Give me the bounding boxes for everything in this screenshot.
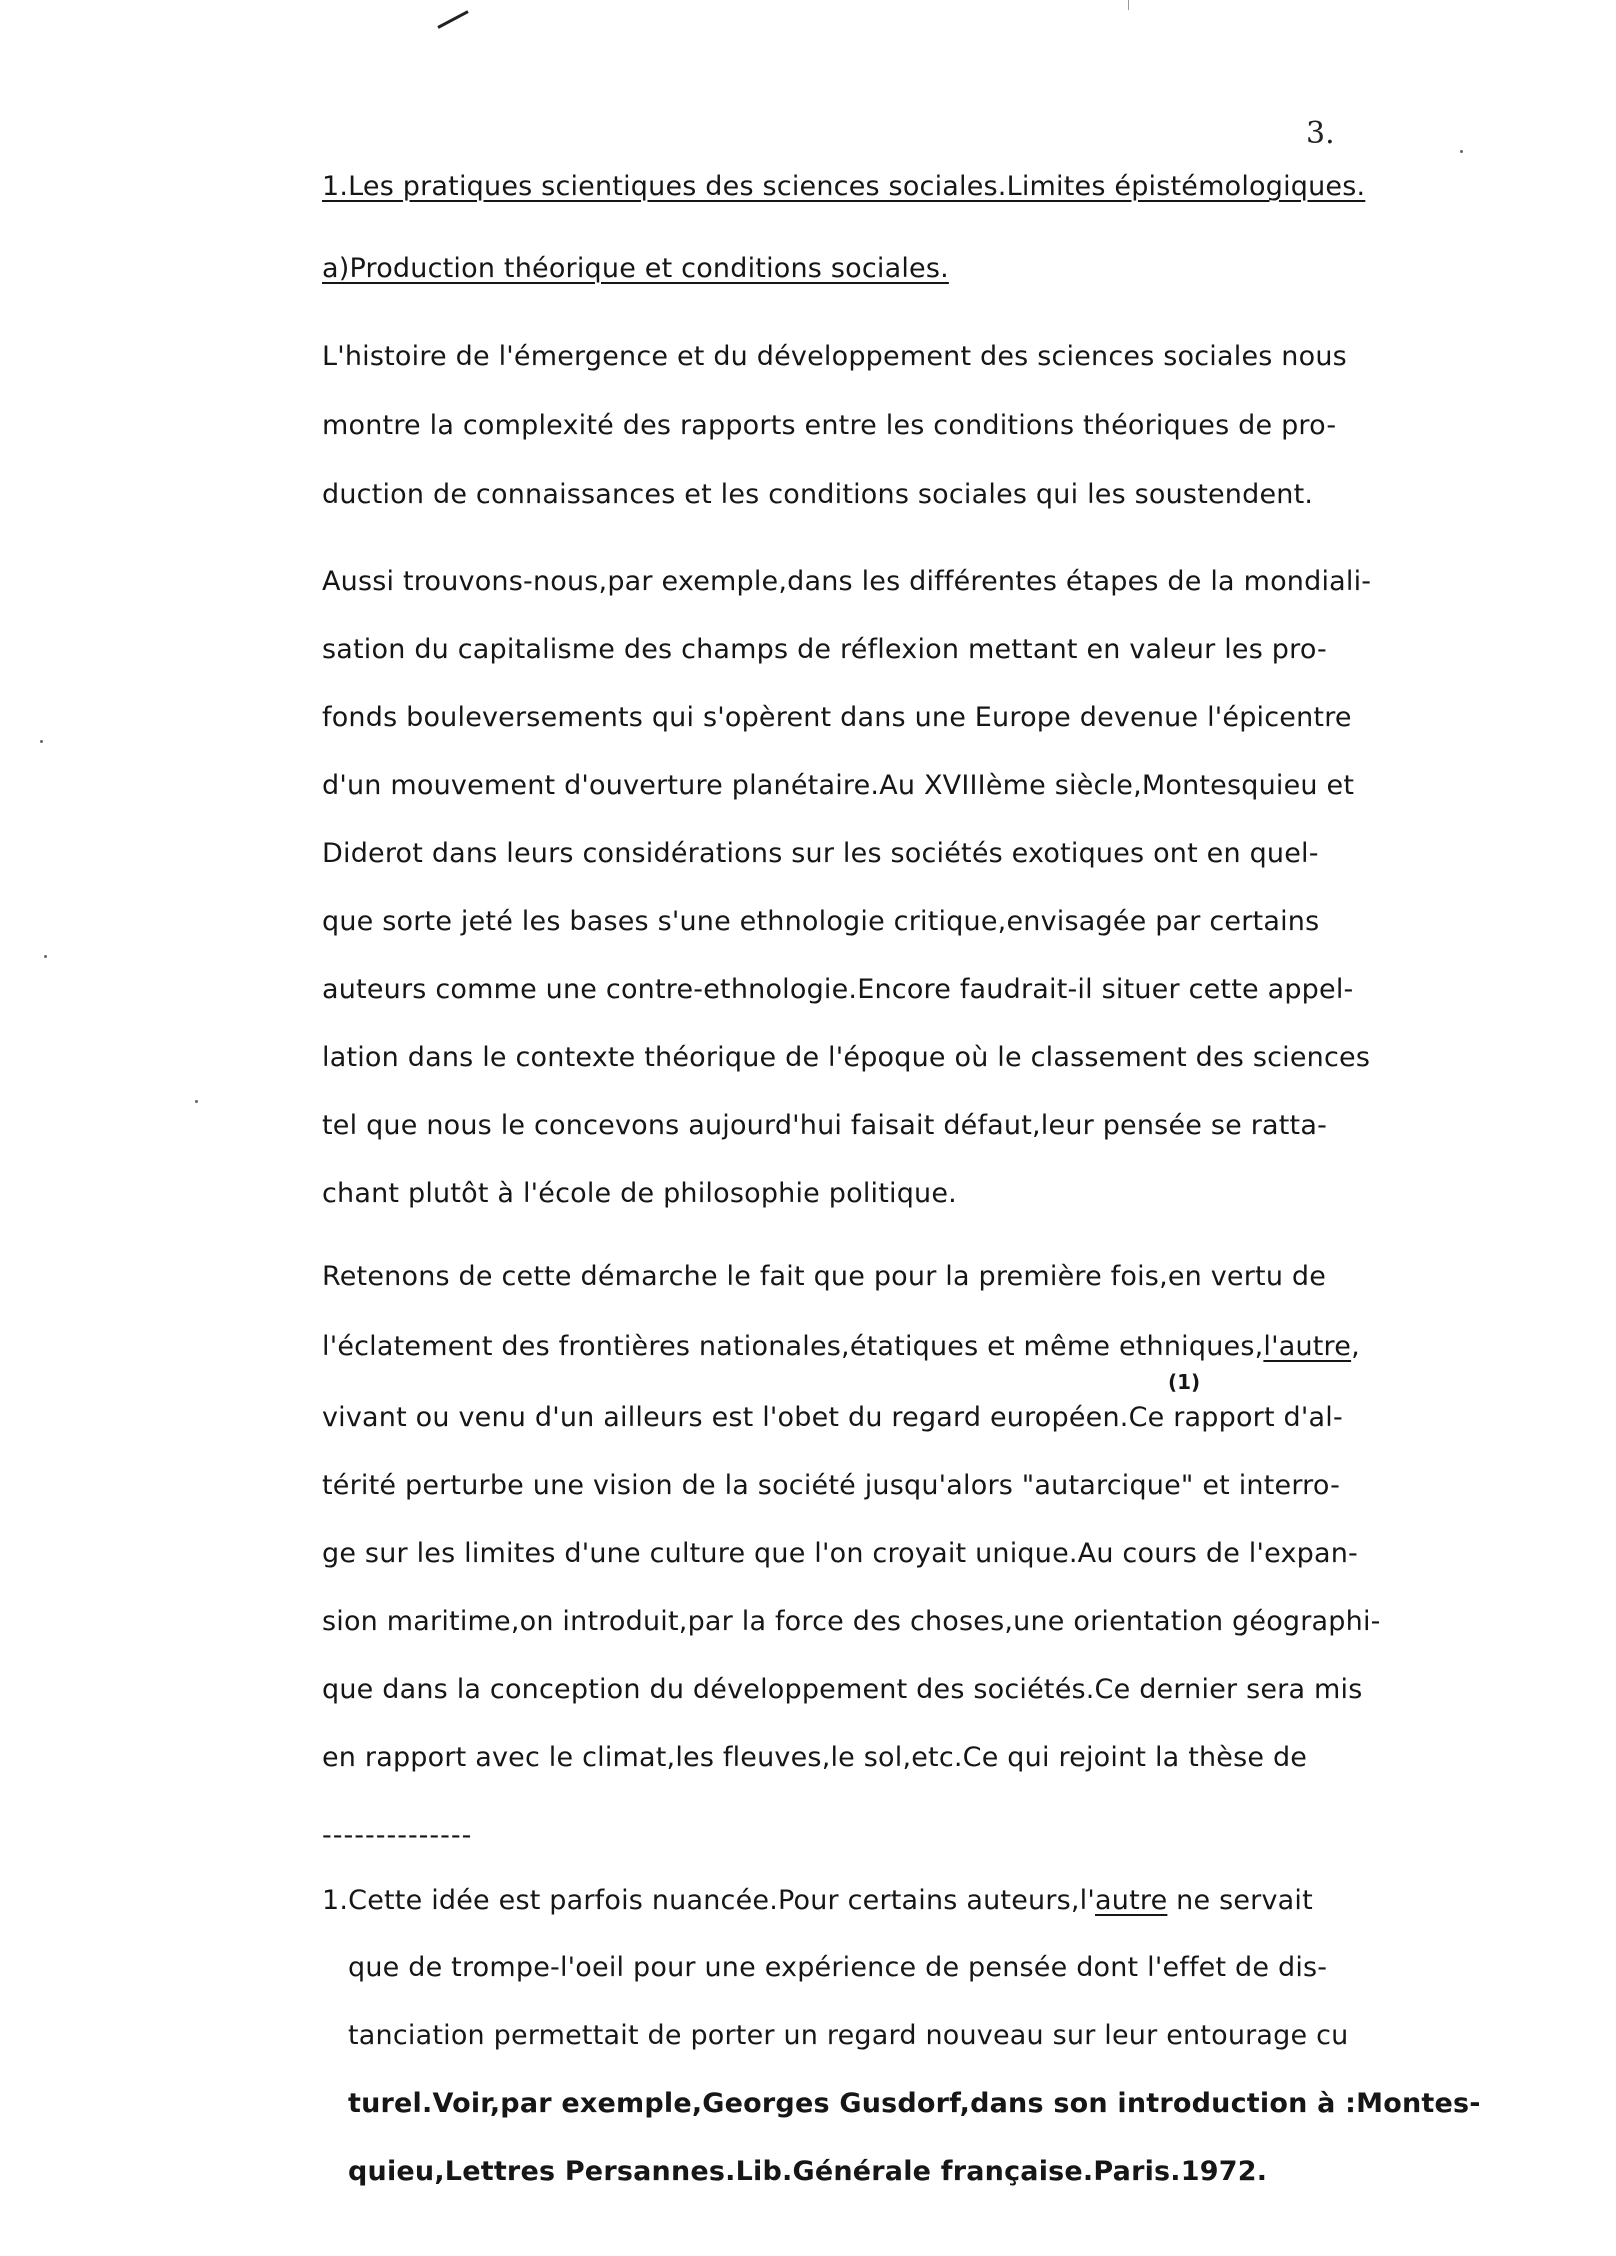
underlined-term: autre <box>1095 1885 1168 1916</box>
footnote-line <box>322 1884 1313 1918</box>
paragraph-line: Diderot dans leurs considérations sur les sociétés exotiques ont en quel- <box>322 838 1319 869</box>
paragraph-line: chant plutôt à l'école de philosophie politique. <box>322 1178 957 1209</box>
underlined-term: l'autre <box>1263 1331 1352 1362</box>
text-run: 1.Cette idée est parfois nuancée.Pour certains auteurs,l' <box>322 1885 1096 1916</box>
scan-dot <box>44 955 47 958</box>
paragraph-line: auteurs comme une contre-ethnologie.Encore faudrait-il situer cette appel- <box>322 974 1354 1005</box>
paragraph-line: tel que nous le concevons aujourd'hui faisait défaut,leur pensée se ratta- <box>322 1110 1328 1141</box>
scan-dot <box>1460 150 1463 153</box>
subsection-heading: a)Production théorique et conditions sociales. <box>322 253 949 284</box>
text-run: ne servait <box>1167 1885 1313 1916</box>
paragraph-line: que dans la conception du développement des sociétés.Ce dernier sera mis <box>322 1674 1363 1705</box>
paragraph-line: montre la complexité des rapports entre les conditions théoriques de pro- <box>322 410 1337 441</box>
paragraph-line: sation du capitalisme des champs de réflexion mettant en valeur les pro- <box>322 634 1327 665</box>
scan-dot <box>40 740 43 743</box>
paragraph-line: Retenons de cette démarche le fait que pour la première fois,en vertu de <box>322 1261 1327 1292</box>
scan-dot <box>195 1100 198 1103</box>
scan-tick-mark <box>1128 0 1129 10</box>
pen-stroke-mark <box>437 10 468 29</box>
text-run: , <box>1351 1331 1360 1362</box>
footnote-line: que de trompe-l'oeil pour une expérience de pensée dont l'effet de dis- <box>348 1952 1328 1983</box>
paragraph-line: duction de connaissances et les conditions sociales qui les soustendent. <box>322 479 1314 510</box>
footnote-marker: (1) <box>1168 1370 1201 1394</box>
paragraph-line: sion maritime,on introduit,par la force des choses,une orientation géographi- <box>322 1606 1381 1637</box>
footnote-line: tanciation permettait de porter un regard nouveau sur leur entourage cu <box>348 2020 1349 2051</box>
paragraph-line: que sorte jeté les bases s'une ethnologie critique,envisagée par certains <box>322 906 1320 937</box>
paragraph-line: ge sur les limites d'une culture que l'on croyait unique.Au cours de l'expan- <box>322 1538 1358 1569</box>
section-heading: 1.Les pratiques scientiques des sciences sociales.Limites épistémologiques. <box>322 171 1366 202</box>
paragraph-line: L'histoire de l'émergence et du développement des sciences sociales nous <box>322 341 1347 372</box>
page-number: 3. <box>1306 116 1335 151</box>
paragraph-line: fonds bouleversements qui s'opèrent dans une Europe devenue l'épicentre <box>322 702 1352 733</box>
footnote-line: quieu,Lettres Persannes.Lib.Générale française.Paris.1972. <box>348 2156 1268 2187</box>
paragraph-line: Aussi trouvons-nous,par exemple,dans les différentes étapes de la mondiali- <box>322 566 1372 597</box>
footnote-separator: -------------- <box>322 1820 473 1851</box>
paragraph-line: vivant ou venu d'un ailleurs est l'obet du regard européen.Ce rapport d'al- <box>322 1402 1343 1433</box>
paragraph-line: en rapport avec le climat,les fleuves,le sol,etc.Ce qui rejoint la thèse de <box>322 1742 1308 1773</box>
paragraph-line: d'un mouvement d'ouverture planétaire.Au XVIIIème siècle,Montesquieu et <box>322 770 1355 801</box>
footnote-line: turel.Voir,par exemple,Georges Gusdorf,dans son introduction à :Montes- <box>348 2088 1481 2119</box>
text-run: l'éclatement des frontières nationales,étatiques et même ethniques, <box>322 1331 1264 1362</box>
paragraph-line <box>322 1330 1360 1364</box>
paragraph-line: lation dans le contexte théorique de l'époque où le classement des sciences <box>322 1042 1371 1073</box>
paragraph-line: térité perturbe une vision de la société jusqu'alors "autarcique" et interro- <box>322 1470 1341 1501</box>
